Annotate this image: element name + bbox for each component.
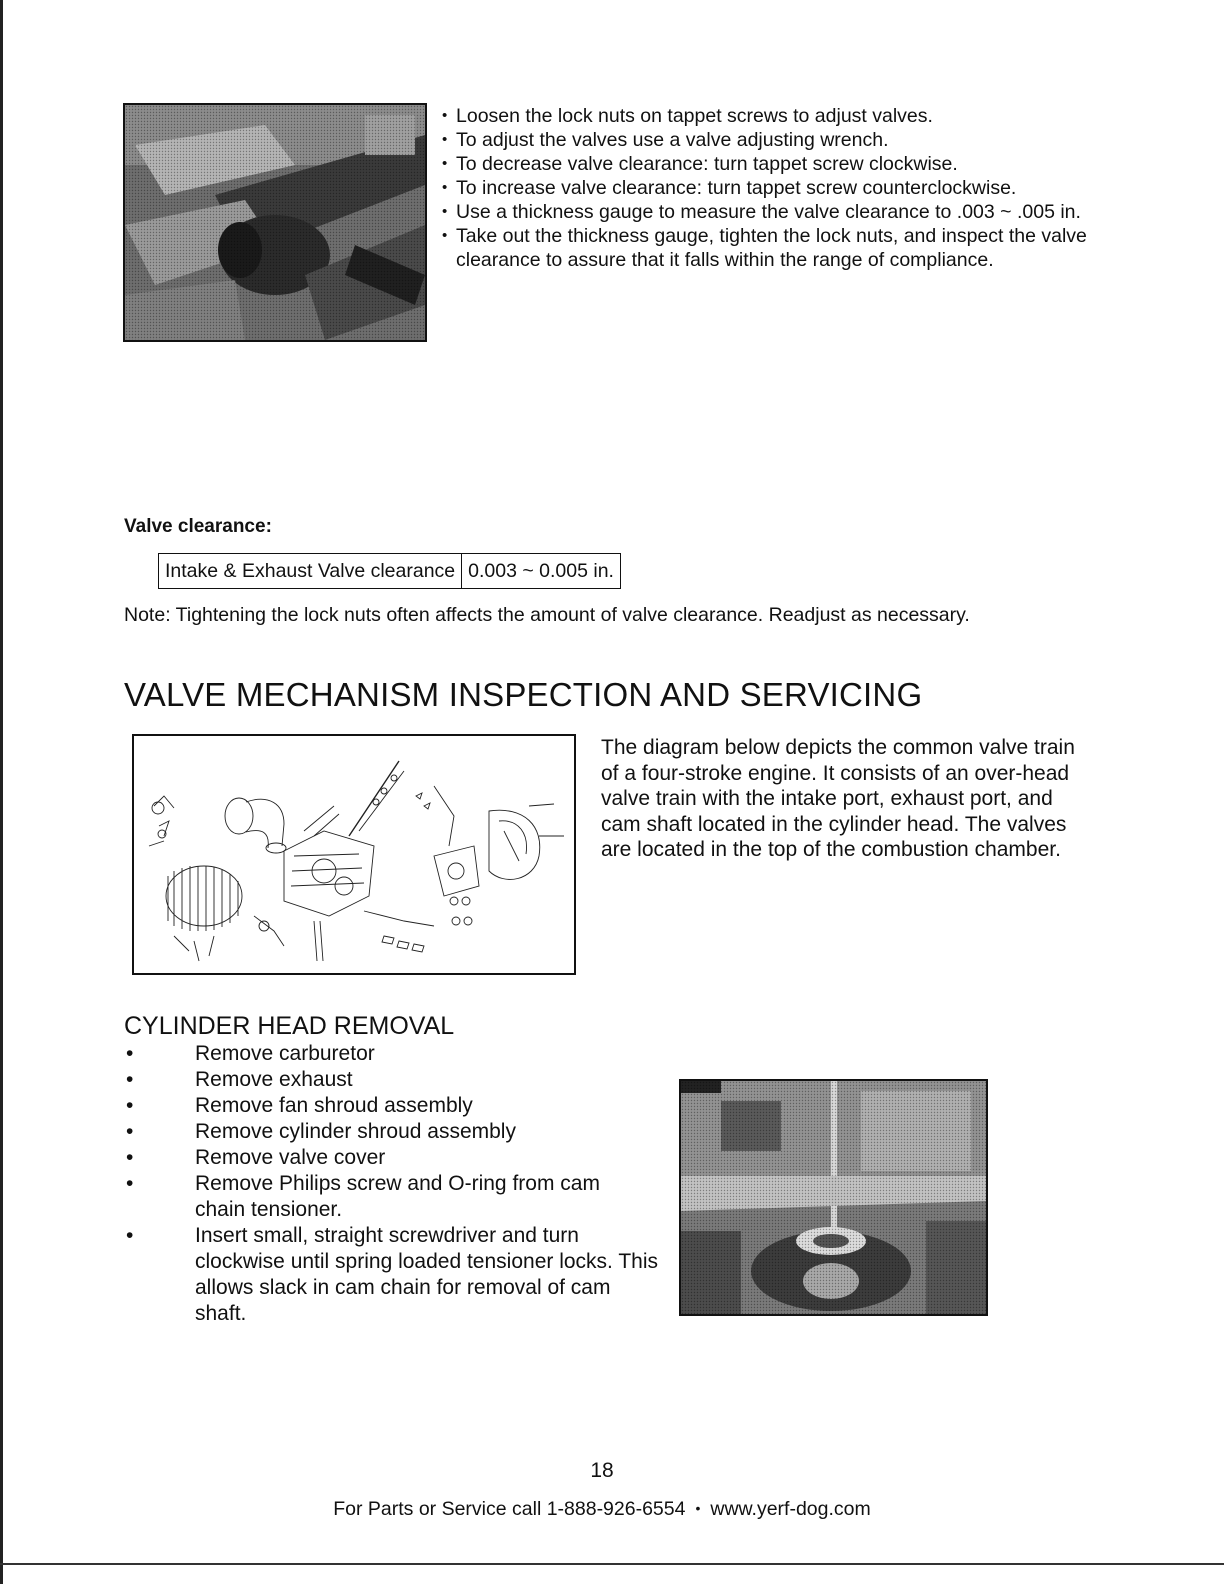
footer <box>0 1498 1204 1521</box>
list-item: • Remove cylinder shroud assembly <box>124 1119 664 1145</box>
readjust-note: Note: Tightening the lock nuts often affects the amount of valve clearance. Readjust as necessary. <box>124 604 970 626</box>
list-item: • Remove valve cover <box>124 1145 664 1171</box>
cylinder-head-removal-steps <box>124 1041 664 1327</box>
cylinder-head-removal-title: CYLINDER HEAD REMOVAL <box>124 1012 455 1040</box>
cam-tensioner-photo <box>679 1079 988 1316</box>
list-item: • Remove fan shroud assembly <box>124 1093 664 1119</box>
cylinder-block-drawing <box>149 796 242 961</box>
cylinder-head-drawing <box>284 806 374 916</box>
valve-train-diagram <box>132 734 576 975</box>
valve-clearance-table <box>158 553 621 589</box>
valve-springs-drawing <box>349 761 454 846</box>
list-item: • Loosen the lock nuts on tappet screws to adjust valves. <box>440 104 1090 128</box>
tappet-adjust-instructions <box>440 104 1090 272</box>
list-item: • To increase valve clearance: turn tappet screw counterclockwise. <box>440 176 1090 200</box>
page-number: 18 <box>590 1459 614 1482</box>
spec-value-cell: 0.003 ~ 0.005 in. <box>462 554 621 589</box>
footer-separator: • <box>695 1500 701 1516</box>
list-item: • To decrease valve clearance: turn tappet screw clockwise. <box>440 152 1090 176</box>
list-item: • Remove Philips screw and O-ring from cam chain tensioner. <box>124 1171 615 1223</box>
list-item: • Remove exhaust <box>124 1067 664 1093</box>
page-edge <box>0 0 3 1584</box>
hardware-drawing <box>254 897 472 961</box>
intake-pipe-drawing <box>225 798 286 853</box>
list-item: • Use a thickness gauge to measure the valve clearance to .003 ~ .005 in. <box>440 200 1090 224</box>
page-rule <box>0 1563 1224 1565</box>
valve-clearance-heading: Valve clearance: <box>124 516 272 537</box>
list-item: • Insert small, straight screwdriver and turn clockwise until spring loaded tensioner locks. This allows slack in cam chain for removal of cam shaft. <box>124 1223 665 1327</box>
tappet-adjust-photo <box>123 103 427 342</box>
valve-train-description: The diagram below depicts the common valve train of a four-stroke engine. It consists of an over-head valve train with the intake port, exhaust port, and cam shaft located in the cylinder head. The valves are located in the top of the combustion chamber. <box>601 736 1075 861</box>
website-link[interactable]: www.yerf-dog.com <box>710 1498 871 1520</box>
service-phone: For Parts or Service call 1-888-926-6554 <box>333 1498 686 1520</box>
list-item: • Take out the thickness gauge, tighten the lock nuts, and inspect the valve clearance to assure that it falls within the range of compliance. <box>440 224 1090 272</box>
section-title: VALVE MECHANISM INSPECTION AND SERVICING <box>124 676 923 713</box>
table-row <box>159 554 621 589</box>
list-item: • Remove carburetor <box>124 1041 664 1067</box>
list-item: • To adjust the valves use a valve adjusting wrench. <box>440 128 1090 152</box>
spec-label-cell: Intake & Exhaust Valve clearance <box>159 554 462 589</box>
